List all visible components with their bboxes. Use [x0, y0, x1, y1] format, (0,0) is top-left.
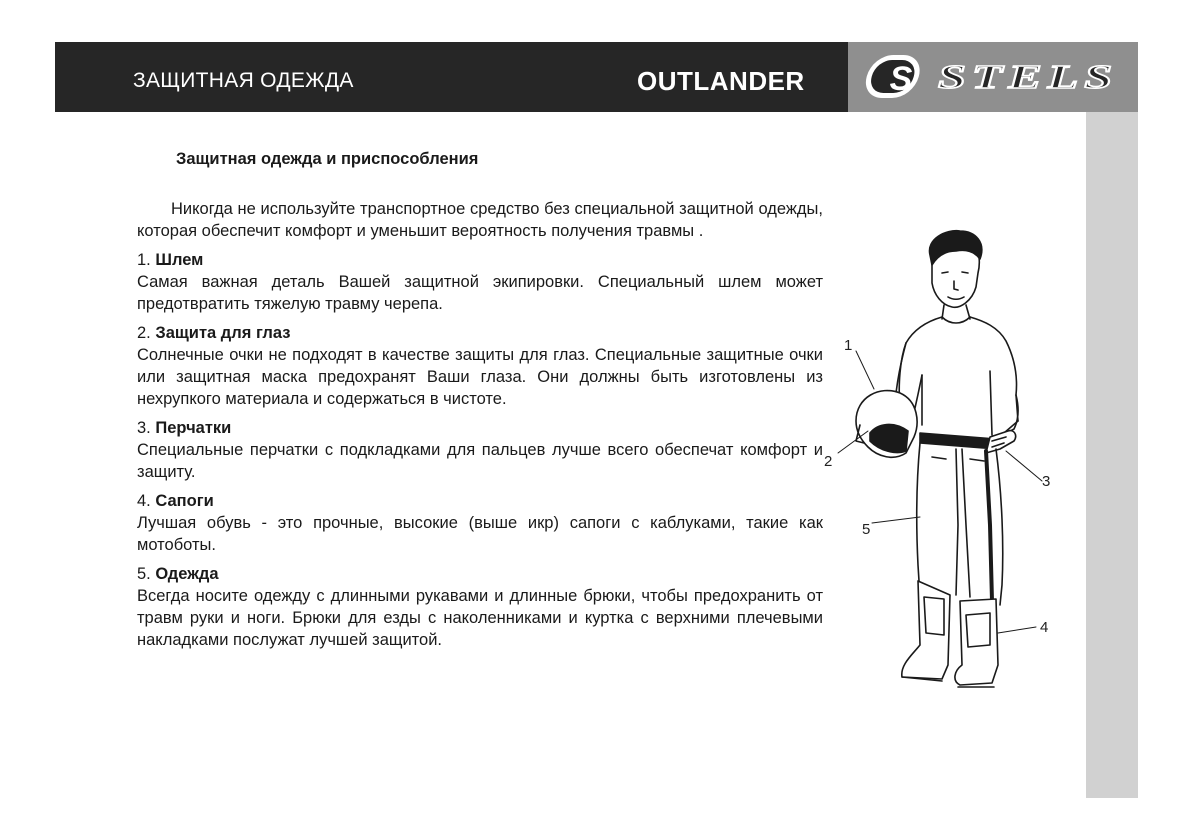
section-title: Защитная одежда и приспособления	[176, 150, 479, 168]
callout-4: 4	[1040, 619, 1049, 636]
logo-letter: S	[889, 60, 913, 98]
item-heading-eye-protection: 2. Защита для глаз	[137, 324, 291, 342]
page-header	[55, 42, 1138, 112]
callout-1: 1	[844, 337, 853, 354]
main-text	[137, 148, 823, 651]
item-heading-gloves: 3. Перчатки	[137, 419, 232, 437]
item-heading-boots: 4. Сапоги	[137, 492, 214, 510]
rider-figure-icon	[820, 225, 1070, 715]
brand-logo	[848, 42, 1138, 112]
item-text-gloves: Специальные перчатки с подкладками для пальцев лучше всего обеспечат комфорт и защиту.	[137, 441, 823, 481]
callout-5: 5	[862, 521, 871, 538]
callout-2: 2	[824, 453, 833, 470]
item-heading-clothing: 5. Одежда	[137, 565, 219, 583]
item-text-eye-protection: Солнечные очки не подходят в качестве защиты для глаз. Специальные защитные очки или защитная маска предохранят Ваши глаза. Они должны быть изготовлены из нехрупкого материала и содержаться в чистоте.	[137, 346, 823, 408]
item-text-clothing: Всегда носите одежду с длинными рукавами и длинные брюки, чтобы предохранить от травм руки и ноги. Брюки для езды с наколенниками и куртка с верхними плечевыми накладками послужат лучшей защитой.	[137, 587, 823, 649]
side-strip	[1086, 112, 1138, 798]
model-name: OUTLANDER	[637, 66, 805, 96]
item-text-helmet: Самая важная деталь Вашей защитной экипировки. Специальный шлем может предотвратить тяжелую травму черепа.	[137, 273, 823, 313]
item-text-boots: Лучшая обувь - это прочные, высокие (выше икр) сапоги с каблуками, такие как мотоботы.	[137, 514, 823, 554]
intro-paragraph: Никогда не используйте транспортное средство без специальной защитной одежды, которая обеспечит комфорт и уменьшит вероятность получения травмы .	[137, 200, 823, 240]
callout-3: 3	[1042, 473, 1051, 490]
item-heading-helmet: 1. Шлем	[137, 251, 204, 269]
stels-logo-icon	[848, 42, 1138, 112]
brand-wordmark: STELS	[938, 59, 1118, 96]
rider-illustration	[820, 225, 1070, 715]
header-title: ЗАЩИТНАЯ ОДЕЖДА	[133, 69, 354, 92]
